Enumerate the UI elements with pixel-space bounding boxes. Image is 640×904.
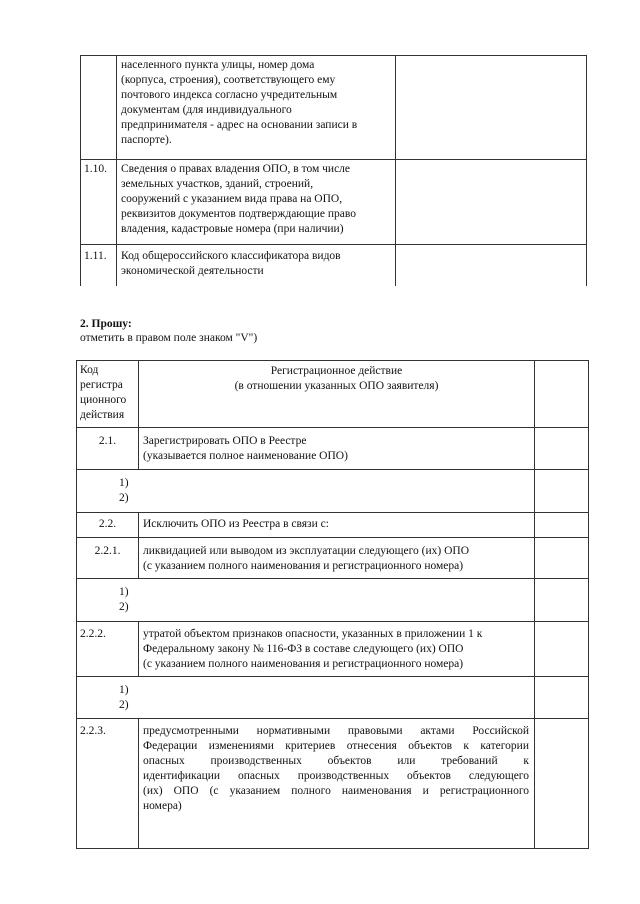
row-text-line: сооружений с указанием вида права на ОПО,: [121, 193, 343, 205]
table-2-border-right: [588, 360, 589, 849]
row-text-line: Федеральному закону № 116-ФЗ в составе следующего (их) ОПО: [143, 643, 464, 655]
table-1-border-left: [80, 55, 81, 286]
row-text-line: экономической деятельности: [121, 265, 264, 277]
table-1-row-divider: [80, 244, 587, 245]
header-action-line: (в отношении указанных ОПО заявителя): [234, 380, 439, 392]
table-1-border-top: [80, 55, 587, 56]
table-2-row-divider: [76, 537, 589, 538]
row-text-line: документам (для индивидуального: [121, 104, 292, 116]
table-1-divider-value: [395, 55, 396, 286]
row-text-line: предусмотренными нормативными правовыми актами Российской: [143, 725, 529, 737]
row-text-line: Сведения о правах владения ОПО, в том числе: [121, 163, 351, 175]
row-text-line: паспорте).: [121, 134, 172, 146]
row-number: 2.2.1.: [94, 545, 121, 557]
list-number: 1): [119, 586, 129, 598]
row-text-line: (указывается полное наименование ОПО): [143, 450, 348, 462]
list-number: 1): [119, 477, 129, 489]
table-2-row-divider: [76, 427, 589, 428]
row-text-line: (корпуса, строения), соответствующего ему: [121, 74, 336, 86]
table-2-divider-code: [138, 512, 139, 578]
row-text-line: Федерации изменениями критериев отнесения объектов к категории: [143, 740, 529, 752]
row-number: 2.2.2.: [80, 628, 106, 640]
table-2-divider-code: [138, 621, 139, 676]
list-number: 1): [119, 684, 129, 696]
table-2-row-divider: [76, 578, 589, 579]
row-number: 2.2.3.: [80, 725, 106, 737]
section-2-subtitle: отметить в правом поле знаком "V"): [80, 332, 258, 344]
table-1-border-right: [586, 55, 587, 286]
row-number: 1.11.: [84, 250, 107, 262]
row-text-line: ликвидацией или выводом из эксплуатации следующего (их) ОПО: [143, 545, 470, 557]
row-text-line: (с указанием полного наименования и регистрационного номера): [143, 560, 464, 572]
table-1-divider-num: [116, 55, 117, 286]
row-text-line: владения, кадастровые номера (при наличии): [121, 223, 344, 235]
row-text-line: населенного пункта улицы, номер дома: [121, 59, 315, 71]
row-text-line: Исключить ОПО из Реестра в связи с:: [143, 518, 329, 530]
table-2-row-divider: [76, 676, 589, 677]
row-text-line: земельных участков, зданий, строений,: [121, 178, 314, 190]
table-2-border-bottom: [76, 848, 589, 849]
list-number: 2): [119, 492, 129, 504]
header-code-line: ционного: [80, 394, 127, 406]
row-text-line: (с указанием полного наименования и регистрационного номера): [143, 658, 464, 670]
header-code-line: действия: [80, 409, 125, 421]
table-2-row-divider: [76, 512, 589, 513]
header-code-line: регистра: [80, 379, 123, 391]
row-text-line: Зарегистрировать ОПО в Реестре: [143, 435, 307, 447]
row-text-line: реквизитов документов подтверждающие право: [121, 208, 356, 220]
row-text-line: (их) ОПО (с указанием полного наименования и регистрационного: [143, 785, 529, 797]
list-number: 2): [119, 699, 129, 711]
row-text-line: идентификации опасных производственных объектов следующего: [143, 770, 529, 782]
header-action-line: Регистрационное действие: [270, 365, 403, 377]
row-text-line: Код общероссийского классификатора видов: [121, 250, 341, 262]
table-2-row-divider: [76, 621, 589, 622]
row-text-line: почтового индекса согласно учредительным: [121, 89, 338, 101]
header-code-line: Код: [80, 364, 99, 376]
table-2-divider-code: [138, 718, 139, 849]
row-text-line: опасных производственных объектов или требований к: [143, 755, 529, 767]
row-number: 2.2.: [98, 518, 117, 530]
table-1-row-divider: [80, 159, 587, 160]
row-number: 1.10.: [84, 163, 107, 175]
table-2-row-divider: [76, 718, 589, 719]
row-number: 2.1.: [98, 435, 117, 447]
table-2-divider-check: [534, 360, 535, 849]
table-2-border-top: [76, 360, 589, 361]
row-text-line: номера): [143, 800, 182, 812]
table-2-row-divider: [76, 469, 589, 470]
list-number: 2): [119, 601, 129, 613]
row-text-line: предпринимателя - адрес на основании записи в: [121, 119, 358, 131]
row-text-line: утратой объектом признаков опасности, указанных в приложении 1 к: [143, 628, 483, 640]
section-2-title: 2. Прошу:: [80, 318, 132, 330]
